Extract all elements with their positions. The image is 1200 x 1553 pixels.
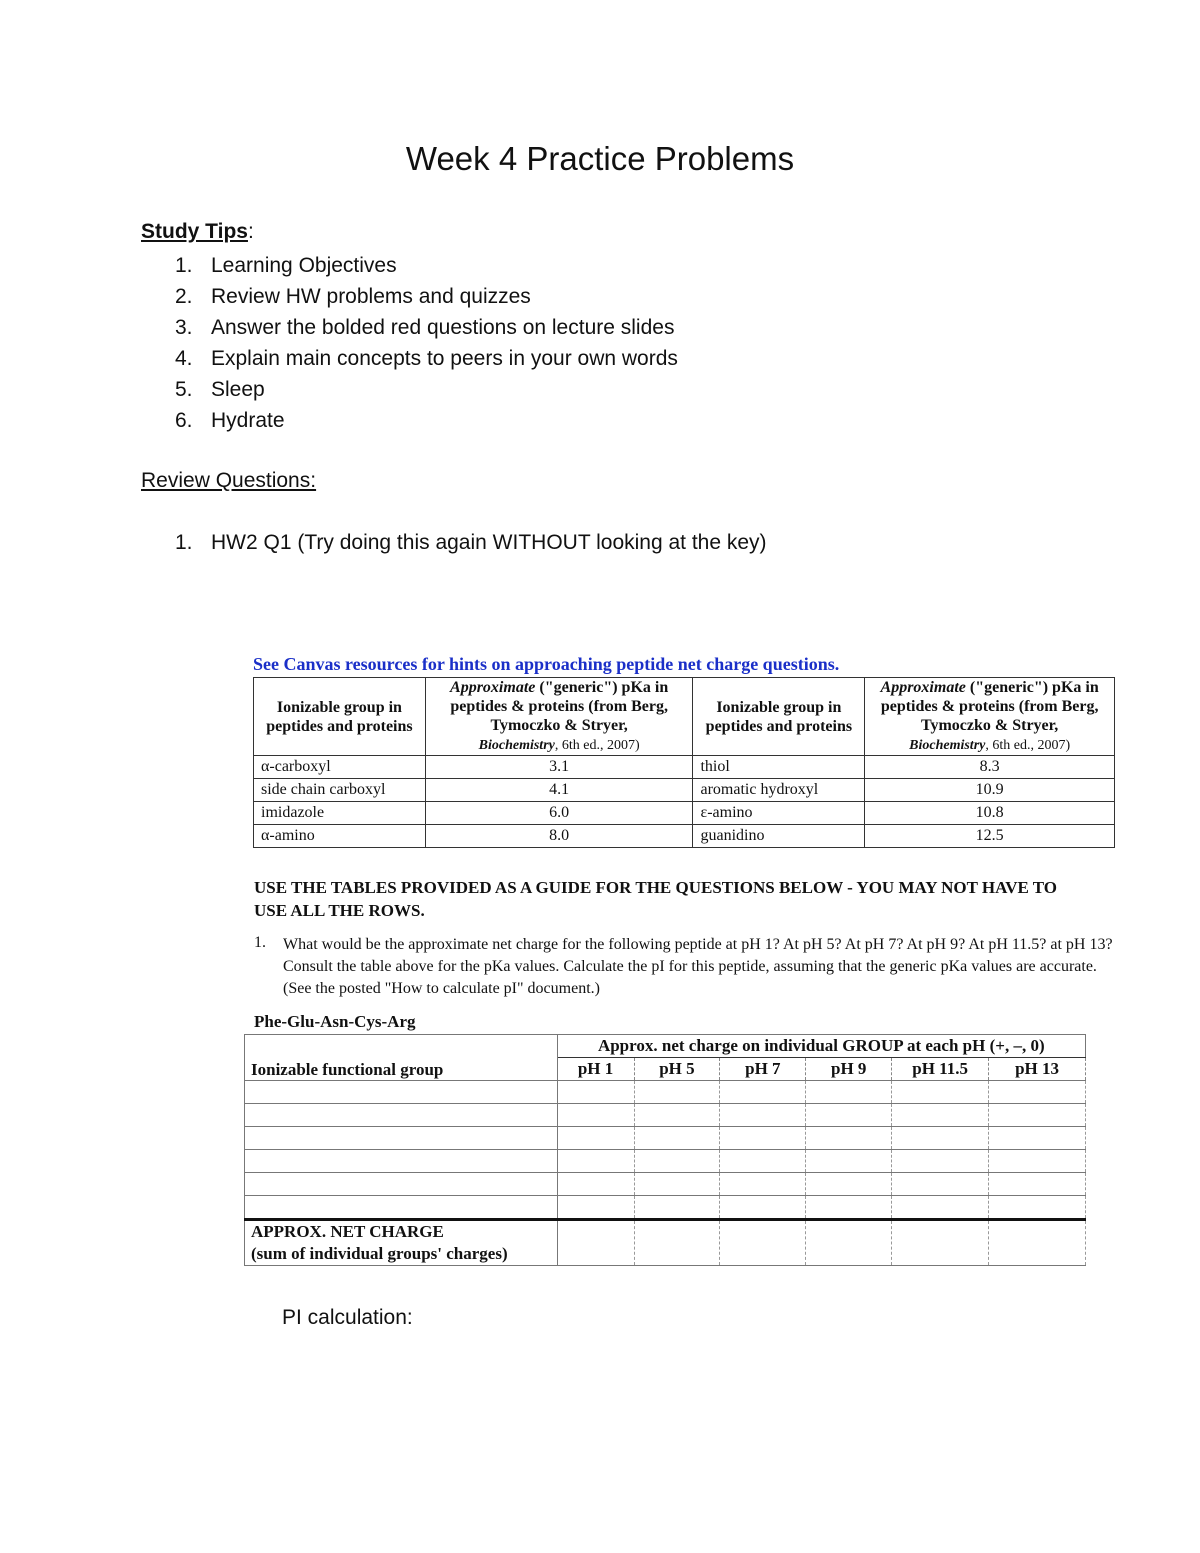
net-charge-question: What would be the approximate net charge for the following peptide at pH 1? At pH 5? At pH 7? At pH 9? At pH 11.5? at pH 13? Consult the table above for the pKa values. Calculate the pI for this peptide, assuming that the generic pKa values are accurate. (See the posted "How to calculate pI" document.) bbox=[283, 936, 1113, 997]
ph-header: pH 9 bbox=[806, 1058, 892, 1081]
pi-calculation-label: PI calculation: bbox=[282, 1306, 413, 1329]
pka-header-group: Ionizable group in peptides and proteins bbox=[254, 678, 426, 756]
review-questions-heading: Review Questions: bbox=[141, 469, 317, 492]
pka-header-value: Approximate ("generic") pKa in peptides & proteins (from Berg, Tymoczko & Stryer, Biochemistry, 6th ed., 2007) bbox=[425, 678, 693, 756]
table-row bbox=[245, 1104, 1086, 1127]
list-item: 3. Answer the bolded red questions on lecture slides bbox=[175, 316, 675, 339]
pka-header-group: Ionizable group in peptides and proteins bbox=[693, 678, 865, 756]
net-charge-row bbox=[245, 1220, 1086, 1266]
peptide-sequence: Phe-Glu-Asn-Cys-Arg bbox=[254, 1012, 416, 1031]
list-item: 1. Learning Objectives bbox=[175, 254, 397, 277]
group-column-header: Ionizable functional group bbox=[245, 1035, 558, 1081]
ph-header: pH 13 bbox=[989, 1058, 1086, 1081]
use-tables-instruction: USE THE TABLES PROVIDED AS A GUIDE FOR THE QUESTIONS BELOW - YOU MAY NOT HAVE TO USE ALL THE ROWS. bbox=[254, 878, 1058, 920]
study-tips-heading: Study Tips: bbox=[141, 220, 254, 243]
ph-header: pH 5 bbox=[634, 1058, 720, 1081]
ph-header: pH 11.5 bbox=[892, 1058, 989, 1081]
table-row: α-carboxyl 3.1 thiol 8.3 bbox=[254, 756, 1115, 779]
embedded-worksheet-image bbox=[250, 650, 1120, 1295]
pka-header-value: Approximate ("generic") pKa in peptides & proteins (from Berg, Tymoczko & Stryer, Biochemistry, 6th ed., 2007) bbox=[865, 678, 1115, 756]
net-charge-table bbox=[244, 1034, 1086, 1266]
table-row bbox=[245, 1173, 1086, 1196]
table-row: side chain carboxyl 4.1 aromatic hydroxyl 10.9 bbox=[254, 779, 1115, 802]
question-number: 1. bbox=[254, 934, 266, 951]
ph-span-header: Approx. net charge on individual GROUP at each pH (+, –, 0) bbox=[557, 1035, 1085, 1058]
page-title: Week 4 Practice Problems bbox=[405, 140, 795, 177]
list-item: 4. Explain main concepts to peers in your own words bbox=[175, 347, 678, 370]
table-row bbox=[245, 1196, 1086, 1220]
table-row bbox=[245, 1127, 1086, 1150]
table-row: imidazole 6.0 ε-amino 10.8 bbox=[254, 802, 1115, 825]
canvas-hint-note: See Canvas resources for hints on approaching peptide net charge questions. bbox=[253, 654, 840, 674]
list-item: 2. Review HW problems and quizzes bbox=[175, 285, 531, 308]
list-item: 5. Sleep bbox=[175, 378, 265, 401]
list-item: 6. Hydrate bbox=[175, 409, 285, 432]
ph-header: pH 1 bbox=[557, 1058, 634, 1081]
study-tips-list bbox=[141, 250, 678, 436]
net-charge-label: APPROX. NET CHARGE (sum of individual groups' charges) bbox=[245, 1220, 558, 1266]
table-row: α-amino 8.0 guanidino 12.5 bbox=[254, 825, 1115, 848]
table-row bbox=[245, 1081, 1086, 1104]
pka-table bbox=[253, 677, 1115, 848]
ph-header: pH 7 bbox=[720, 1058, 806, 1081]
table-row bbox=[245, 1150, 1086, 1173]
